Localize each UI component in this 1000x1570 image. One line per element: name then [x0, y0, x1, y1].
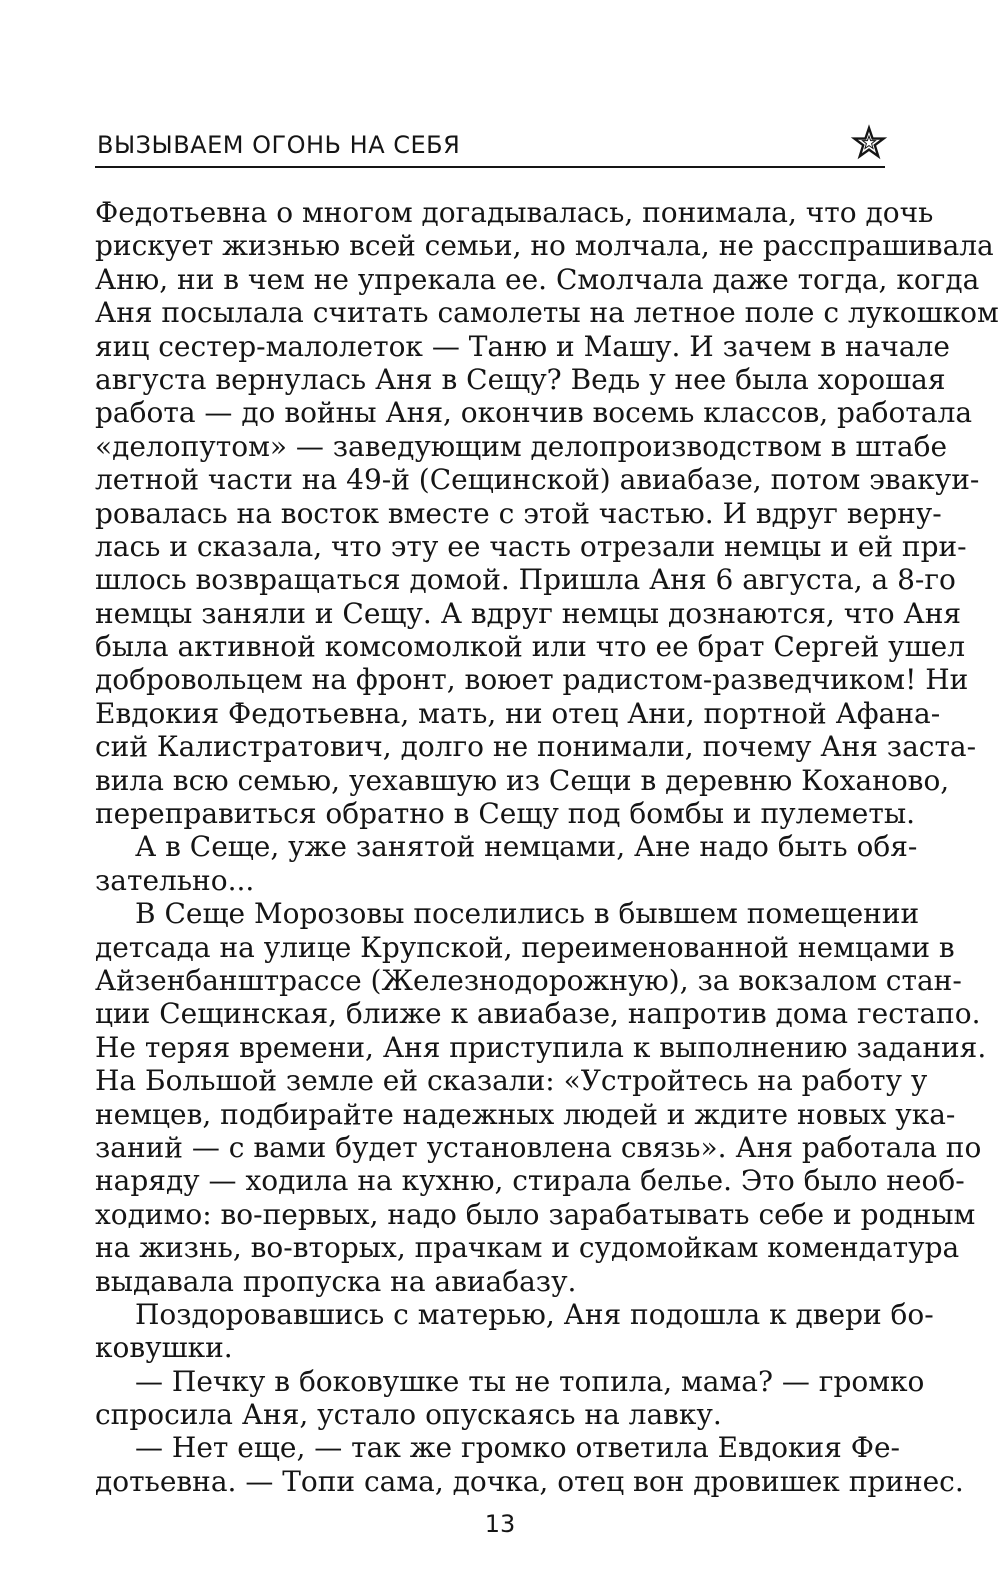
text-line: заний — с вами будет установлена связь». Аня работала по: [95, 1130, 982, 1164]
text-line: А в Сеще, уже занятой немцами, Ане надо быть обя-: [135, 830, 918, 864]
text-line: Айзенбанштрассе (Железнодорожную), за вокзалом стан-: [95, 963, 962, 997]
text-line: вила всю семью, уехавшую из Сещи в деревню Коханово,: [95, 763, 950, 797]
text-line: наряду — ходила на кухню, стирала белье. Это было необ-: [95, 1164, 965, 1198]
text-line: переправиться обратно в Сещу под бомбы и пулеметы.: [95, 797, 915, 831]
body-text: [95, 196, 999, 1498]
text-line: немцев, подбирайте надежных людей и ждите новых ука-: [95, 1097, 956, 1131]
text-line: Евдокия Федотьевна, мать, ни отец Ани, портной Афана-: [95, 696, 941, 730]
text-line: сий Калистратович, долго не понимали, почему Аня заста-: [95, 730, 977, 764]
running-title: ВЫЗЫВАЕМ ОГОНЬ НА СЕБЯ: [97, 131, 461, 159]
text-line: Федотьевна о многом догадывалась, понимала, что дочь: [95, 196, 934, 229]
text-line: детсада на улице Крупской, переименованной немцами в: [95, 930, 955, 964]
text-line: «делопутом» — заведующим делопроизводством в штабе: [95, 429, 948, 463]
running-header: [95, 118, 885, 168]
text-line: рискует жизнью всей семьи, но молчала, не расспрашивала: [95, 229, 994, 263]
text-line: лась и сказала, что эту ее часть отрезали немцы и ей при-: [95, 529, 967, 563]
text-line: Аня посылала считать самолеты на летное поле с лукошком: [95, 296, 999, 330]
text-line: на жизнь, во-вторых, прачкам и судомойкам комендатура: [95, 1231, 960, 1265]
text-line: выдавала пропуска на авиабазу.: [95, 1264, 577, 1298]
text-line: ции Сещинская, ближе к авиабазе, напротив дома гестапо.: [95, 997, 981, 1031]
text-line: ходимо: во-первых, надо было зарабатывать себе и родным: [95, 1197, 976, 1231]
text-line: шлось возвращаться домой. Пришла Аня 6 августа, а 8-го: [95, 563, 956, 597]
text-line: августа вернулась Аня в Сещу? Ведь у нее была хорошая: [95, 362, 946, 396]
text-line: ковушки.: [95, 1331, 233, 1365]
text-line: На Большой земле ей сказали: «Устройтесь на работу у: [95, 1064, 928, 1098]
text-line: — Печку в боковушке ты не топила, мама? — громко: [135, 1364, 925, 1398]
text-line: зательно...: [95, 863, 255, 897]
text-line: добровольцем на фронт, воюет радистом-разведчиком! Ни: [95, 663, 969, 697]
text-line: была активной комсомолкой или что ее брат Сергей ушел: [95, 630, 965, 664]
text-line: летной части на 49-й (Сещинской) авиабазе, потом эвакуи-: [95, 463, 980, 497]
text-line: яиц сестер-малолеток — Таню и Машу. И зачем в начале: [95, 329, 950, 363]
text-line: Поздоровавшись с матерью, Аня подошла к двери бо-: [135, 1297, 934, 1331]
star-outline-icon: [853, 126, 885, 160]
text-line: немцы заняли и Сещу. А вдруг немцы дознаются, что Аня: [95, 596, 962, 630]
text-line: дотьевна. — Топи сама, дочка, отец вон дровишек принес.: [95, 1464, 964, 1498]
text-line: — Нет еще, — так же громко ответила Евдокия Фе-: [135, 1431, 900, 1465]
text-line: ровалась на восток вместе с этой частью. И вдруг верну-: [95, 496, 942, 530]
text-line: спросила Аня, устало опускаясь на лавку.: [95, 1398, 722, 1432]
page-number: 13: [484, 1510, 516, 1538]
text-line: В Сеще Морозовы поселились в бывшем помещении: [135, 897, 920, 931]
text-line: Аню, ни в чем не упрекала ее. Смолчала даже тогда, когда: [95, 262, 980, 296]
text-line: Не теряя времени, Аня приступила к выполнению задания.: [95, 1030, 987, 1064]
text-line: работа — до войны Аня, окончив восемь классов, работала: [95, 396, 973, 430]
